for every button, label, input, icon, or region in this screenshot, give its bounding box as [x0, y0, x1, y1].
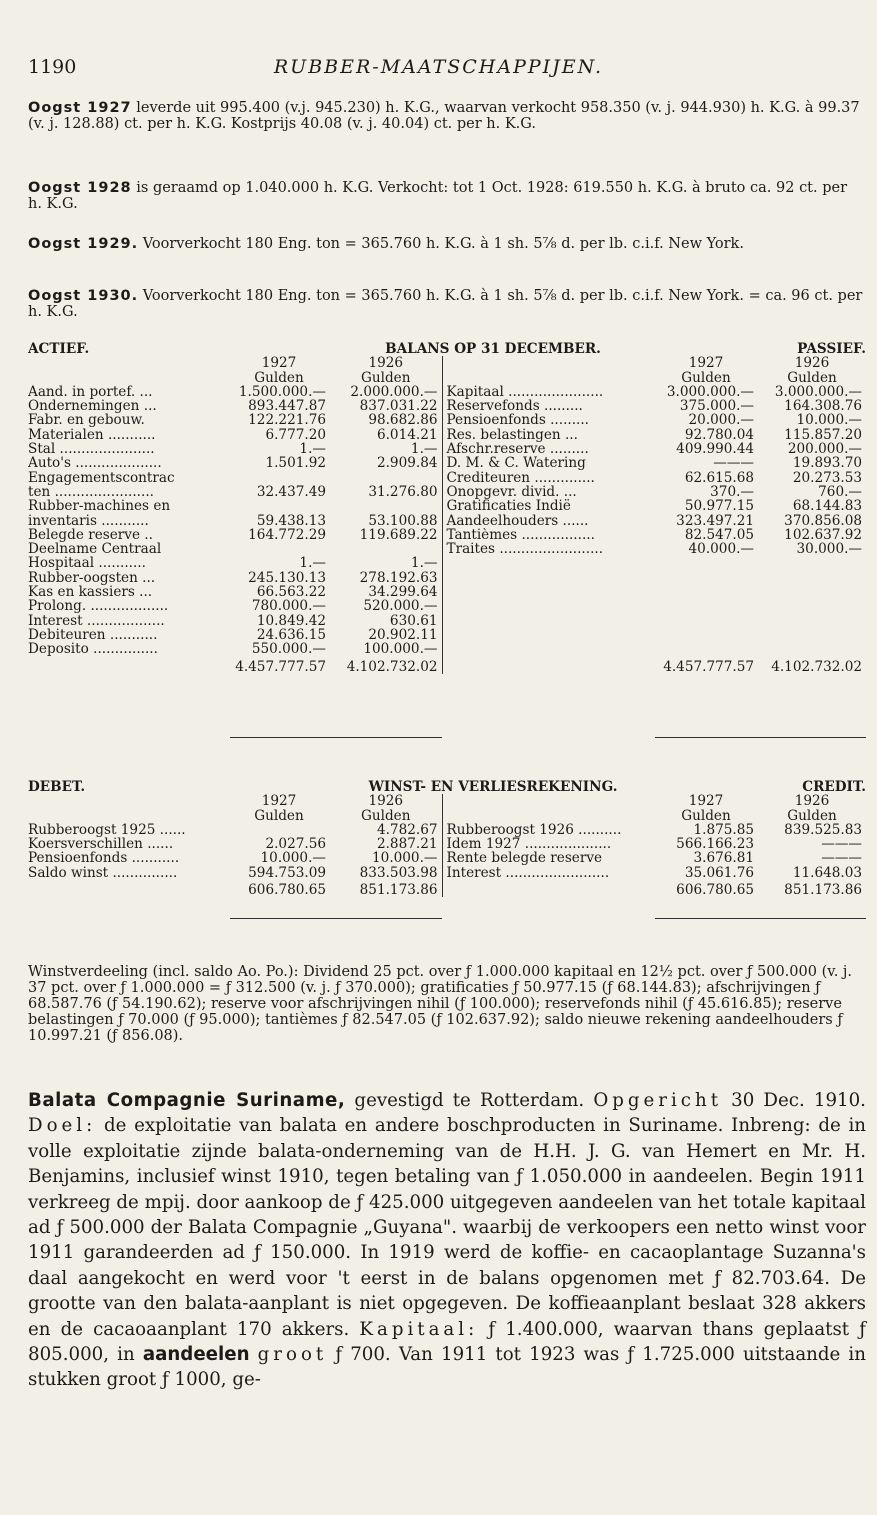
- kapitaal-label: Kapitaal:: [359, 1318, 479, 1340]
- year-1926-header: 1926: [794, 356, 830, 371]
- left-item-1927: 1.501.92: [265, 456, 326, 471]
- table-row: [28, 585, 866, 599]
- year-1927-header: 1927: [688, 794, 724, 809]
- right-item-1927: 82.547.05: [684, 527, 755, 543]
- right-item-label: Reservefonds .........: [446, 399, 583, 414]
- harvest-text: Voorverkocht 180 Eng. ton = 365.760 h. K.G. à 1 sh. 5⅞ d. per lb. c.i.f. New York.: [142, 236, 744, 252]
- actief-total-1927: 4.457.777.57: [235, 658, 326, 674]
- right-item-1926: [758, 642, 866, 656]
- left-item-1927: [228, 471, 330, 485]
- right-item-1926: 19.893.70: [792, 456, 863, 471]
- year-1927-header: 1927: [688, 356, 724, 371]
- left-item-1926: 4.782.67: [330, 823, 442, 837]
- opgericht-value: 30 Dec. 1910.: [731, 1090, 866, 1111]
- right-item-1926: 20.273.53: [792, 470, 863, 485]
- harvest-1929: [28, 236, 864, 252]
- year-1926-header: 1926: [330, 356, 442, 370]
- left-item-label: Koersverschillen ......: [28, 837, 174, 852]
- left-item-1927: 66.563.22: [256, 585, 326, 600]
- right-item-1927: [654, 571, 758, 585]
- right-item-1926: [758, 614, 866, 628]
- left-item-label: Fabr. en gebouw.: [28, 413, 145, 428]
- actief-total-1926: 4.102.732.02: [330, 657, 442, 674]
- left-item-1926: 2.887.21: [330, 837, 442, 851]
- kapitaal-text: ƒ 1.400.000, waarvan thans geplaatst ƒ 805.000, in: [28, 1318, 866, 1366]
- left-item-label: inventaris ...........: [28, 513, 149, 528]
- company-entry: [28, 1088, 866, 1393]
- year-1926-header: 1926: [794, 794, 830, 809]
- table-row: [28, 485, 866, 499]
- left-item-1926: 1.—: [330, 556, 442, 570]
- right-item-1927: 35.061.76: [684, 865, 755, 881]
- unit-header: Gulden: [254, 370, 304, 385]
- left-item-label: Auto's ....................: [28, 456, 162, 471]
- harvest-text: leverde uit 995.400 (v.j. 945.230) h. K.G., waarvan verkocht 958.350 (v. j. 944.930) h. K.G. à 99.37 (v. j. 128.88) ct. per h. K.G. Kostprijs 40.08 (v. j. 40.04) ct. per h. K.G.: [28, 100, 860, 132]
- unit-header: Gulden: [254, 808, 304, 823]
- left-item-1927: 550.000.—: [251, 642, 326, 657]
- left-item-1926: 6.014.21: [330, 428, 442, 442]
- right-item-label: Res. belastingen ...: [446, 427, 578, 443]
- left-item-label: Saldo winst ...............: [28, 865, 178, 881]
- credit-total-1927: 606.780.65: [676, 882, 755, 898]
- right-item-label: Afschr.reserve .........: [446, 442, 589, 457]
- right-item-1926: ———: [821, 851, 863, 866]
- passief-total-1927: 4.457.777.57: [663, 658, 755, 674]
- right-item-1926: 200.000.—: [787, 442, 863, 457]
- debet-total-1926: 851.173.86: [330, 880, 442, 897]
- left-item-1927: 245.130.13: [248, 570, 326, 586]
- left-item-1927: 122.221.76: [248, 413, 326, 428]
- right-item-label: Gratificaties Indië: [446, 499, 571, 514]
- unit-header: Gulden: [330, 809, 442, 823]
- doel-label: Doel:: [28, 1115, 97, 1137]
- table-row: [28, 385, 866, 399]
- groot-label: groot: [257, 1344, 328, 1366]
- right-item-label: Aandeelhouders ......: [446, 513, 589, 528]
- table-row: [28, 428, 866, 442]
- left-item-label: Prolong. ..................: [28, 599, 169, 614]
- left-item-1926: 2.000.000.—: [330, 385, 442, 399]
- right-item-1927: 50.977.15: [684, 499, 755, 514]
- left-item-1926: 100.000.—: [330, 642, 442, 656]
- left-item-label: Materialen ...........: [28, 427, 156, 443]
- left-item-1927: 10.849.42: [256, 613, 326, 628]
- left-item-1926: 520.000.—: [330, 599, 442, 613]
- left-item-label: Deposito ...............: [28, 642, 158, 657]
- running-title: RUBBER-MAATSCHAPPIJEN.: [273, 56, 604, 78]
- right-item-label: Interest ........................: [446, 865, 610, 881]
- table-row: [28, 642, 866, 656]
- harvest-label: Oogst 1930.: [28, 288, 139, 304]
- right-item-1926: 115.857.20: [784, 427, 863, 443]
- pl-left-rule: [230, 918, 442, 919]
- left-item-1926: 20.902.11: [330, 628, 442, 642]
- year-1926-header: 1926: [330, 794, 442, 808]
- left-item-label: Rubber-oogsten ...: [28, 570, 156, 586]
- company-name: Balata Compagnie Suriname,: [28, 1090, 346, 1111]
- page-number: 1190: [28, 56, 77, 78]
- unit-header: Gulden: [681, 370, 731, 385]
- left-item-1926: 10.000.—: [330, 851, 442, 865]
- right-item-1927: [654, 614, 758, 628]
- right-item-label: [442, 614, 654, 628]
- right-item-1926: [758, 585, 866, 599]
- right-item-1926: 370.856.08: [784, 513, 863, 528]
- left-item-1926: 31.276.80: [330, 485, 442, 499]
- right-item-1926: [758, 599, 866, 613]
- left-item-1927: 893.447.87: [248, 399, 326, 414]
- balance-right-rule: [655, 737, 866, 738]
- left-item-label: Aand. in portef. ...: [28, 384, 153, 400]
- right-item-1926: 164.308.76: [784, 399, 863, 414]
- left-item-1927: 10.000.—: [260, 851, 326, 866]
- opgericht-label: Opgericht: [593, 1090, 723, 1111]
- table-row: [28, 823, 866, 837]
- left-item-1927: 1.—: [299, 556, 326, 571]
- right-item-1927: [654, 585, 758, 599]
- table-row: [28, 542, 866, 556]
- table-row: [28, 851, 866, 865]
- table-row: [28, 456, 866, 470]
- right-item-1926: 839.525.83: [784, 822, 863, 838]
- right-item-1926: 30.000.—: [796, 542, 863, 557]
- left-item-1927: [228, 823, 330, 837]
- right-item-1927: 92.780.04: [684, 427, 755, 443]
- left-item-1926: [330, 471, 442, 485]
- profit-loss-account: [28, 780, 866, 897]
- right-item-1926: 10.000.—: [796, 413, 863, 428]
- right-item-1926: [758, 628, 866, 642]
- right-item-1927: 409.990.44: [676, 442, 755, 457]
- right-item-label: Tantièmes .................: [446, 527, 595, 543]
- right-item-1927: [654, 628, 758, 642]
- harvest-text: is geraamd op 1.040.000 h. K.G. Verkocht: tot 1 Oct. 1928: 619.550 h. K.G. à bruto ca. 92 ct. per h. K.G.: [28, 180, 848, 212]
- harvest-1930: [28, 288, 864, 320]
- right-item-1927: 40.000.—: [688, 542, 755, 557]
- pl-right-title: CREDIT.: [802, 780, 867, 795]
- left-item-1927: 32.437.49: [256, 484, 326, 500]
- debet-total-1927: 606.780.65: [248, 882, 326, 898]
- left-item-label: Engagementscontrac: [28, 470, 175, 485]
- table-row: [28, 599, 866, 613]
- right-item-1927: ———: [713, 456, 755, 471]
- harvest-text: Voorverkocht 180 Eng. ton = 365.760 h. K.G. à 1 sh. 5⅞ d. per lb. c.i.f. New York. = ca. 96 ct. per h. K.G.: [28, 288, 863, 320]
- left-item-1926: 837.031.22: [330, 399, 442, 413]
- table-row: [28, 837, 866, 851]
- right-item-1927: [654, 599, 758, 613]
- right-item-1926: 68.144.83: [792, 499, 863, 514]
- right-item-1927: 566.166.23: [676, 837, 755, 852]
- left-item-1927: 2.027.56: [265, 837, 326, 852]
- table-row: [28, 514, 866, 528]
- left-item-1927: [228, 542, 330, 556]
- right-item-1927: 370.—: [710, 484, 755, 500]
- right-item-1926: [758, 571, 866, 585]
- passief-total-1926: 4.102.732.02: [771, 658, 863, 674]
- left-item-label: Hospitaal ...........: [28, 556, 146, 571]
- left-item-1927: 594.753.09: [248, 865, 326, 881]
- left-item-1927: 1.—: [299, 442, 326, 457]
- harvest-1928: [28, 180, 864, 212]
- right-item-label: [442, 571, 654, 585]
- right-item-label: Crediteuren ..............: [446, 470, 595, 485]
- left-item-1927: 24.636.15: [256, 627, 326, 643]
- left-item-1927: 59.438.13: [256, 513, 326, 528]
- left-item-1926: 278.192.63: [330, 571, 442, 585]
- unit-header: Gulden: [330, 371, 442, 385]
- right-item-label: Pensioenfonds .........: [446, 413, 590, 428]
- left-item-label: Deelname Centraal: [28, 542, 162, 557]
- table-row: [28, 413, 866, 427]
- right-item-label: [442, 556, 654, 570]
- left-item-1926: 833.503.98: [330, 866, 442, 880]
- left-item-label: Interest ..................: [28, 613, 165, 628]
- balance-center-title: BALANS OP 31 DECEMBER.: [385, 342, 601, 357]
- balance-left-title: ACTIEF.: [28, 342, 90, 357]
- left-item-1926: 98.682.86: [330, 413, 442, 427]
- credit-total-1926: 851.173.86: [784, 882, 863, 898]
- right-item-label: Rubberoogst 1926 ..........: [446, 822, 622, 838]
- right-item-1927: 375.000.—: [679, 399, 755, 414]
- left-item-1926: 1.—: [330, 442, 442, 456]
- table-row: [28, 866, 866, 880]
- right-item-1927: 3.000.000.—: [666, 384, 755, 400]
- tail-text: ƒ 700. Van 1911 tot 1923 was ƒ 1.725.000 uitstaande in stukken groot ƒ 1000, ge-: [28, 1344, 866, 1391]
- right-item-label: Onopgevr. divid. ...: [446, 484, 577, 500]
- left-item-label: Belegde reserve ..: [28, 527, 153, 543]
- left-item-1926: [330, 499, 442, 513]
- right-item-label: [442, 642, 654, 656]
- doel-text: de exploitatie van balata en andere boschproducten in Suriname. Inbreng: de in volle exploitatie zijnde balata-onderneming van de H.H. J. G. van Hemert en Mr. H. Benjamins, inclusief winst 1910, tegen betaling van ƒ 1.050.000 in aandeelen. Begin 1911 verkreeg de mpij. door aankoop de ƒ 425.000 uitgegeven aandeelen van het totale kapitaal ad ƒ 500.000 der Balata Compagnie „Guyana". waarbij de verkoopers een netto winst voor 1911 garandeerden ad ƒ 150.000. In 1919 werd de koffie- en cacaoplantage Suzanna's daal aangekocht en werd voor 't eerst in de balans opgenomen met ƒ 82.703.64. De grootte van den balata-aanplant is niet opgegeven. De koffieaanplant beslaat 328 akkers en de cacaoaanplant 170 akkers.: [28, 1115, 866, 1340]
- table-row: [28, 471, 866, 485]
- table-row: [28, 571, 866, 585]
- right-item-1926: 760.—: [818, 484, 863, 500]
- left-item-1927: 6.777.20: [265, 427, 326, 443]
- balance-right-title: PASSIEF.: [797, 342, 867, 357]
- page-header: [28, 56, 849, 86]
- table-row: [28, 442, 866, 456]
- right-item-1927: 20.000.—: [688, 413, 755, 428]
- table-row: [28, 528, 866, 542]
- right-item-label: [442, 628, 654, 642]
- right-item-label: Idem 1927 ....................: [446, 837, 612, 852]
- left-item-1926: [330, 542, 442, 556]
- left-item-1927: 164.772.29: [248, 527, 326, 543]
- left-item-label: Ondernemingen ...: [28, 399, 157, 414]
- right-item-1927: [654, 642, 758, 656]
- left-item-label: ten .......................: [28, 484, 154, 500]
- right-item-label: Kapitaal ......................: [446, 384, 604, 400]
- pl-left-title: DEBET.: [28, 780, 86, 795]
- left-item-1927: [228, 499, 330, 513]
- left-item-label: Pensioenfonds ...........: [28, 851, 180, 866]
- unit-header: Gulden: [681, 808, 731, 823]
- harvest-1927: [28, 100, 864, 132]
- right-item-1926: [758, 556, 866, 570]
- unit-header: Gulden: [787, 370, 837, 385]
- right-item-label: [442, 599, 654, 613]
- right-item-1926: 102.637.92: [784, 527, 863, 543]
- unit-header: Gulden: [787, 808, 837, 823]
- balance-sheet: [28, 342, 866, 674]
- table-row: [28, 399, 866, 413]
- table-row: [28, 628, 866, 642]
- left-item-1926: 630.61: [330, 614, 442, 628]
- harvest-label: Oogst 1927: [28, 100, 132, 116]
- left-item-1926: 2.909.84: [330, 456, 442, 470]
- right-item-1926: 3.000.000.—: [774, 384, 863, 400]
- year-1927-header: 1927: [261, 356, 297, 371]
- right-item-label: Traites ........................: [446, 542, 604, 557]
- right-item-label: D. M. & C. Watering: [446, 456, 586, 471]
- right-item-1927: 62.615.68: [684, 470, 755, 485]
- aandeelen-label: aandeelen: [142, 1344, 250, 1366]
- right-item-1927: 3.676.81: [693, 851, 755, 866]
- profit-distribution: Winstverdeeling (incl. saldo Ao. Po.): Dividend 25 pct. over ƒ 1.000.000 kapitaal en 12½ pct. over ƒ 500.000 (v. j. 37 pct. over ƒ 1.000.000 = ƒ 312.500 (v. j. ƒ 370.000); gratificaties ƒ 50.977.15 (ƒ 68.144.83); afschrijvingen ƒ 68.587.76 (ƒ 54.190.62); reserve voor afschrijvingen nihil (ƒ 100.000); reservefonds nihil (ƒ 45.616.85); reserve belastingen ƒ 70.000 (ƒ 95.000); tantièmes ƒ 82.547.05 (ƒ 102.637.92); saldo nieuwe rekening aandeelhouders ƒ 10.997.21 (ƒ 856.08).: [28, 964, 853, 1044]
- left-item-1926: 119.689.22: [330, 528, 442, 542]
- left-item-1926: 53.100.88: [330, 514, 442, 528]
- table-row: [28, 499, 866, 513]
- left-item-1927: 780.000.—: [251, 599, 326, 614]
- pl-center-title: WINST- EN VERLIESREKENING.: [368, 780, 618, 795]
- harvest-label: Oogst 1928: [28, 180, 132, 196]
- right-item-1926: ———: [821, 837, 863, 852]
- left-item-label: Kas en kassiers ...: [28, 585, 153, 600]
- pl-right-rule: [655, 918, 866, 919]
- balance-left-rule: [230, 737, 442, 738]
- company-seat: gevestigd te Rotterdam.: [354, 1090, 585, 1111]
- harvest-label: Oogst 1929.: [28, 236, 139, 252]
- left-item-1926: 34.299.64: [330, 585, 442, 599]
- right-item-label: Rente belegde reserve: [446, 851, 603, 866]
- left-item-label: Rubber-machines en: [28, 499, 171, 514]
- table-row: [28, 556, 866, 570]
- left-item-label: Stal ......................: [28, 442, 155, 457]
- left-item-1927: 1.500.000.—: [238, 384, 326, 400]
- right-item-label: [442, 585, 654, 599]
- left-item-label: Debiteuren ...........: [28, 627, 158, 643]
- year-1927-header: 1927: [261, 794, 297, 809]
- right-item-1927: 323.497.21: [676, 513, 755, 528]
- right-item-1927: 1.875.85: [693, 822, 755, 838]
- left-item-label: Rubberoogst 1925 ......: [28, 822, 186, 838]
- right-item-1926: 11.648.03: [792, 865, 863, 881]
- table-row: [28, 614, 866, 628]
- right-item-1927: [654, 556, 758, 570]
